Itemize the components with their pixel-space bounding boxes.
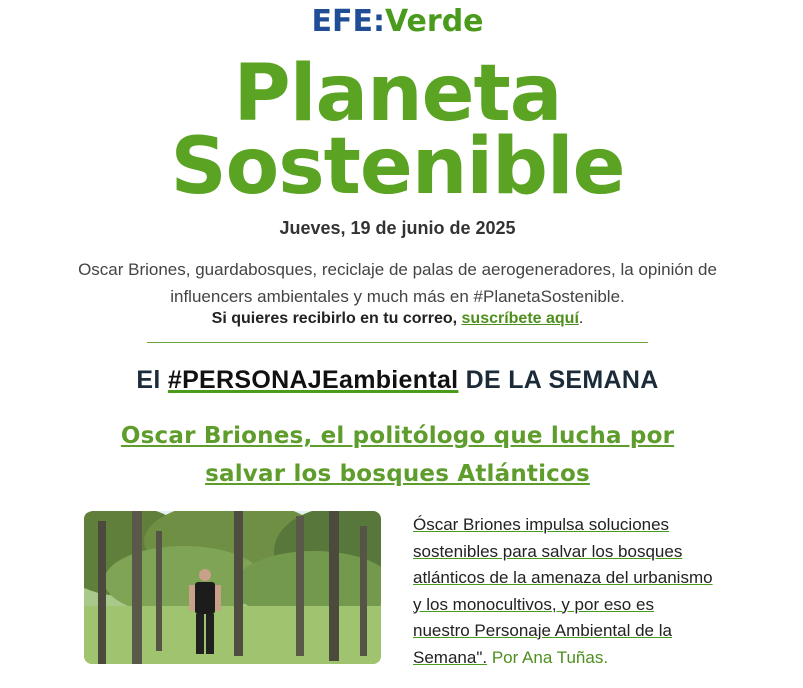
section-heading bbox=[0, 366, 795, 395]
intro-text: Oscar Briones, guardabosques, reciclaje de palas de aerogeneradores, la opinión de influencers ambientales y much más en #PlanetaSostenible. bbox=[78, 260, 717, 306]
forest-photo-illustration bbox=[84, 511, 381, 664]
logo-verde-text: Verde bbox=[384, 4, 484, 39]
logo-colon: : bbox=[372, 4, 385, 39]
article-byline: Por Ana Tuñas. bbox=[491, 647, 609, 667]
article-summary-link[interactable]: Óscar Briones impulsa soluciones sostenibles para salvar los bosques atlánticos de la amenaza del urbanismo y los monocultivos, y por eso es nuestro Personaje Ambiental de la Semana". bbox=[413, 515, 713, 667]
subscribe-line bbox=[0, 310, 795, 328]
article-summary bbox=[413, 512, 713, 671]
section-prefix: El bbox=[136, 366, 168, 394]
article-headline-link[interactable]: Oscar Briones, el politólogo que lucha por salvar los bosques Atlánticos bbox=[120, 423, 675, 487]
article-photo[interactable] bbox=[84, 511, 381, 664]
section-suffix: DE LA SEMANA bbox=[458, 366, 659, 394]
newsletter-title-line1: Planeta bbox=[233, 49, 562, 139]
newsletter-title-line2: Sostenible bbox=[170, 122, 625, 212]
subscribe-period: . bbox=[578, 310, 584, 327]
efeverde-logo[interactable] bbox=[0, 4, 795, 40]
section-hashtag-link[interactable]: #PERSONAJEambiental bbox=[167, 366, 459, 394]
subscribe-link[interactable]: suscríbete aquí bbox=[461, 310, 579, 327]
subscribe-text: Si quieres recibirlo en tu correo, bbox=[211, 310, 462, 327]
logo-efe-text: EFE bbox=[311, 4, 373, 39]
issue-date: Jueves, 19 de junio de 2025 bbox=[279, 218, 516, 238]
divider bbox=[147, 342, 648, 343]
